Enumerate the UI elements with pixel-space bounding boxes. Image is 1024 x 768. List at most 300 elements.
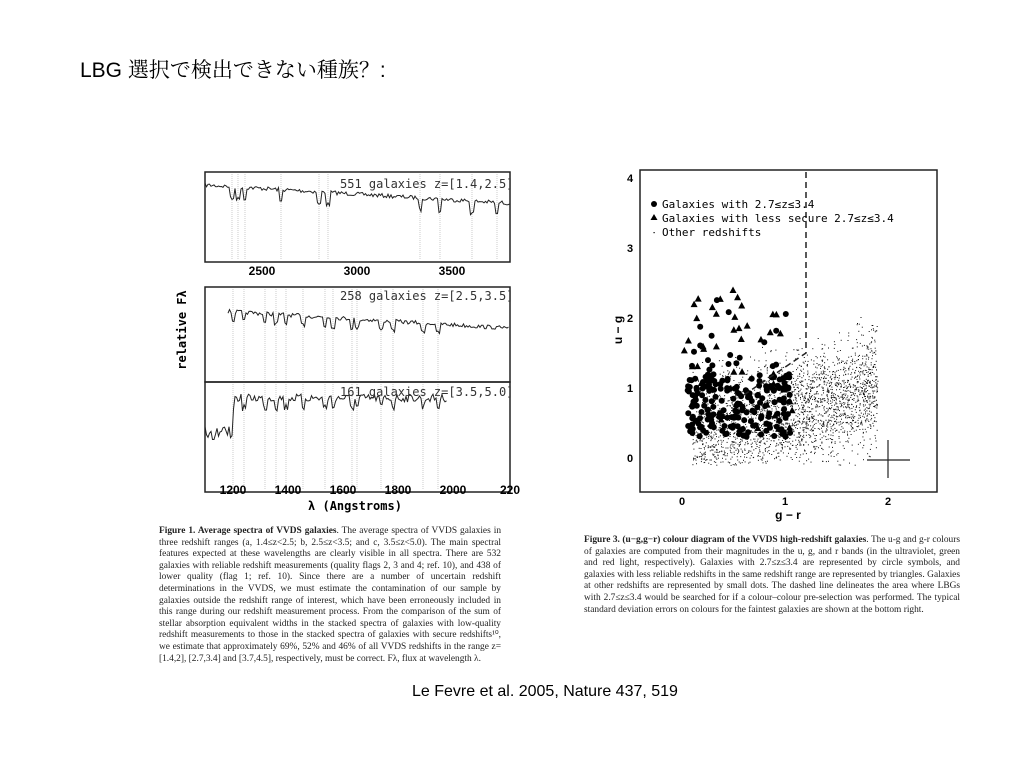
galaxy-triangle	[738, 302, 745, 309]
other-redshift-dot	[758, 460, 759, 461]
other-redshift-dot	[827, 359, 828, 360]
xtick-2: 2	[884, 496, 892, 508]
other-redshift-dot	[875, 350, 876, 351]
other-redshift-dot	[832, 399, 833, 400]
other-redshift-dot	[837, 395, 838, 396]
other-redshift-dot	[826, 378, 827, 379]
other-redshift-dot	[711, 460, 712, 461]
other-redshift-dot	[844, 403, 845, 404]
other-redshift-dot	[797, 387, 798, 388]
x-axis-label: g − r	[775, 508, 801, 522]
other-redshift-dot	[855, 389, 856, 390]
other-redshift-dot	[842, 432, 843, 433]
other-redshift-dot	[774, 420, 775, 421]
other-redshift-dot	[843, 428, 844, 429]
other-redshift-dot	[805, 361, 806, 362]
other-redshift-dot	[827, 398, 828, 399]
other-redshift-dot	[787, 381, 788, 382]
other-redshift-dot	[843, 410, 844, 411]
other-redshift-dot	[866, 379, 867, 380]
caption-title: Figure 1. Average spectra of VVDS galaxies	[159, 526, 337, 536]
other-redshift-dot	[752, 443, 753, 444]
other-redshift-dot	[704, 454, 705, 455]
caption-body: . The average spectra of VVDS galaxies in three redshift ranges (a, 1.4≤z<2.5; b, 2.5≤z<3.5; and c, 3.5≤z<5.0). The main spectral features expected at these wavelengths are clearly visible in all spectra. There are 532 galaxies with reliable redshift measurements (quality flags 2, 3 and 4; ref. 10), and 438 of lower quality (flag 1; ref. 10). Since there are a number of uncertain redshift determinations in the VVDS, we must estimate the contamination of our sample by galaxies outside the redshift range of interest, which have been erroneously included in this range during our redshift measurement process. From the comparison of the sum of stellar absorption equivalent widths in the stacked spectra of galaxies with low-quality redshift measurements to those in the stacked spectra of galaxies with secure redshifts¹⁰, we estimate that approximately 69%, 52% and 46% of all VVDS redshifts in the range z=[1.4,2], [2.7,3.4] and [3.7,4.5], respectively, must be correct. Fλ, flux at wavelength λ.	[159, 526, 502, 664]
other-redshift-dot	[867, 453, 868, 454]
other-redshift-dot	[734, 442, 735, 443]
other-redshift-dot	[830, 424, 831, 425]
other-redshift-dot	[824, 382, 825, 383]
other-redshift-dot	[732, 402, 733, 403]
galaxy-circle	[713, 394, 719, 400]
other-redshift-dot	[778, 456, 779, 457]
other-redshift-dot	[787, 446, 788, 447]
other-redshift-dot	[815, 401, 816, 402]
other-redshift-dot	[706, 442, 707, 443]
other-redshift-dot	[828, 420, 829, 421]
other-redshift-dot	[782, 440, 783, 441]
other-redshift-dot	[824, 384, 825, 385]
other-redshift-dot	[853, 384, 854, 385]
other-redshift-dot	[868, 398, 869, 399]
other-redshift-dot	[756, 436, 757, 437]
other-redshift-dot	[695, 458, 696, 459]
other-redshift-dot	[839, 398, 840, 399]
other-redshift-dot	[812, 427, 813, 428]
other-redshift-dot	[843, 445, 844, 446]
other-redshift-dot	[706, 437, 707, 438]
galaxy-triangle	[786, 424, 793, 431]
other-redshift-dot	[730, 432, 731, 433]
other-redshift-dot	[751, 432, 752, 433]
other-redshift-dot	[824, 368, 825, 369]
other-redshift-dot	[765, 401, 766, 402]
x-axis-label: λ (Angstroms)	[308, 499, 402, 513]
other-redshift-dot	[867, 347, 868, 348]
other-redshift-dot	[782, 444, 783, 445]
other-redshift-dot	[794, 425, 795, 426]
galaxy-circle	[773, 328, 779, 334]
tick-top-3500: 3500	[438, 264, 466, 278]
other-redshift-dot	[828, 401, 829, 402]
other-redshift-dot	[772, 411, 773, 412]
other-redshift-dot	[806, 388, 807, 389]
other-redshift-dot	[814, 441, 815, 442]
other-redshift-dot	[806, 425, 807, 426]
other-redshift-dot	[735, 394, 736, 395]
other-redshift-dot	[815, 452, 816, 453]
other-redshift-dot	[818, 421, 819, 422]
other-redshift-dot	[754, 390, 755, 391]
other-redshift-dot	[859, 372, 860, 373]
galaxy-circle	[757, 400, 763, 406]
other-redshift-dot	[841, 426, 842, 427]
other-redshift-dot	[835, 399, 836, 400]
other-redshift-dot	[803, 409, 804, 410]
other-redshift-dot	[731, 448, 732, 449]
galaxy-circle	[730, 396, 736, 402]
other-redshift-dot	[857, 454, 858, 455]
other-redshift-dot	[801, 389, 802, 390]
other-redshift-dot	[869, 411, 870, 412]
other-redshift-dot	[858, 444, 859, 445]
other-redshift-dot	[863, 433, 864, 434]
other-redshift-dot	[767, 451, 768, 452]
other-redshift-dot	[769, 446, 770, 447]
other-redshift-dot	[765, 449, 766, 450]
other-redshift-dot	[823, 371, 824, 372]
other-redshift-dot	[862, 356, 863, 357]
other-redshift-dot	[800, 382, 801, 383]
other-redshift-dot	[834, 421, 835, 422]
other-redshift-dot	[776, 408, 777, 409]
other-redshift-dot	[761, 459, 762, 460]
other-redshift-dot	[808, 444, 809, 445]
other-redshift-dot	[782, 445, 783, 446]
galaxy-triangle	[738, 336, 745, 343]
other-redshift-dot	[756, 444, 757, 445]
other-redshift-dot	[814, 397, 815, 398]
other-redshift-dot	[767, 441, 768, 442]
figure1-caption	[159, 526, 501, 665]
other-redshift-dot	[831, 395, 832, 396]
other-redshift-dot	[868, 396, 869, 397]
other-redshift-dot	[798, 396, 799, 397]
other-redshift-dot	[876, 379, 877, 380]
other-redshift-dot	[793, 378, 794, 379]
other-redshift-dot	[744, 449, 745, 450]
other-redshift-dot	[765, 448, 766, 449]
other-redshift-dot	[802, 409, 803, 410]
other-redshift-dot	[864, 345, 865, 346]
other-redshift-dot	[812, 377, 813, 378]
other-redshift-dot	[860, 343, 861, 344]
other-redshift-dot	[830, 385, 831, 386]
other-redshift-dot	[834, 365, 835, 366]
other-redshift-dot	[701, 459, 702, 460]
other-redshift-dot	[840, 421, 841, 422]
other-redshift-dot	[820, 439, 821, 440]
other-redshift-dot	[865, 398, 866, 399]
other-redshift-dot	[771, 440, 772, 441]
other-redshift-dot	[865, 409, 866, 410]
other-redshift-dot	[757, 456, 758, 457]
other-redshift-dot	[875, 382, 876, 383]
galaxy-circle	[739, 407, 745, 413]
other-redshift-dot	[862, 364, 863, 365]
other-redshift-dot	[822, 348, 823, 349]
other-redshift-dot	[864, 417, 865, 418]
other-redshift-dot	[804, 406, 805, 407]
other-redshift-dot	[876, 330, 877, 331]
other-redshift-dot	[855, 385, 856, 386]
other-redshift-dot	[767, 447, 768, 448]
other-redshift-dot	[848, 442, 849, 443]
other-redshift-dot	[793, 349, 794, 350]
other-redshift-dot	[846, 399, 847, 400]
other-redshift-dot	[876, 361, 877, 362]
other-redshift-dot	[870, 372, 871, 373]
other-redshift-dot	[803, 419, 804, 420]
other-redshift-dot	[842, 396, 843, 397]
galaxy-circle	[697, 433, 703, 439]
other-redshift-dot	[748, 443, 749, 444]
other-redshift-dot	[786, 427, 787, 428]
other-redshift-dot	[820, 356, 821, 357]
other-redshift-dot	[741, 439, 742, 440]
other-redshift-dot	[865, 364, 866, 365]
other-redshift-dot	[711, 439, 712, 440]
other-redshift-dot	[694, 442, 695, 443]
other-redshift-dot	[799, 432, 800, 433]
other-redshift-dot	[710, 450, 711, 451]
other-redshift-dot	[780, 460, 781, 461]
legend-circle-icon	[651, 201, 657, 207]
other-redshift-dot	[730, 459, 731, 460]
other-redshift-dot	[824, 345, 825, 346]
other-redshift-dot	[696, 435, 697, 436]
galaxy-circle	[724, 388, 730, 394]
other-redshift-dot	[822, 344, 823, 345]
other-redshift-dot	[732, 446, 733, 447]
other-redshift-dot	[798, 440, 799, 441]
other-redshift-dot	[778, 436, 779, 437]
other-redshift-dot	[697, 441, 698, 442]
other-redshift-dot	[788, 453, 789, 454]
other-redshift-dot	[835, 441, 836, 442]
other-redshift-dot	[797, 367, 798, 368]
other-redshift-dot	[815, 407, 816, 408]
other-redshift-dot	[831, 452, 832, 453]
other-redshift-dot	[773, 430, 774, 431]
other-redshift-dot	[701, 456, 702, 457]
other-redshift-dot	[828, 461, 829, 462]
other-redshift-dot	[858, 415, 859, 416]
other-redshift-dot	[822, 360, 823, 361]
other-redshift-dot	[804, 398, 805, 399]
other-redshift-dot	[706, 393, 707, 394]
other-redshift-dot	[705, 456, 706, 457]
other-redshift-dot	[815, 435, 816, 436]
other-redshift-dot	[792, 423, 793, 424]
other-redshift-dot	[838, 409, 839, 410]
other-redshift-dot	[847, 440, 848, 441]
other-redshift-dot	[845, 382, 846, 383]
other-redshift-dot	[822, 388, 823, 389]
other-redshift-dot	[828, 403, 829, 404]
other-redshift-dot	[798, 405, 799, 406]
other-redshift-dot	[704, 447, 705, 448]
other-redshift-dot	[820, 434, 821, 435]
other-redshift-dot	[746, 426, 747, 427]
other-redshift-dot	[827, 411, 828, 412]
other-redshift-dot	[708, 404, 709, 405]
other-redshift-dot	[851, 429, 852, 430]
other-redshift-dot	[803, 435, 804, 436]
other-redshift-dot	[809, 376, 810, 377]
other-redshift-dot	[719, 452, 720, 453]
other-redshift-dot	[859, 379, 860, 380]
other-redshift-dot	[702, 455, 703, 456]
other-redshift-dot	[754, 360, 755, 361]
other-redshift-dot	[795, 440, 796, 441]
other-redshift-dot	[818, 447, 819, 448]
other-redshift-dot	[863, 382, 864, 383]
other-redshift-dot	[806, 423, 807, 424]
other-redshift-dot	[818, 402, 819, 403]
other-redshift-dot	[816, 423, 817, 424]
other-redshift-dot	[770, 401, 771, 402]
other-redshift-dot	[739, 384, 740, 385]
other-redshift-dot	[760, 391, 761, 392]
other-redshift-dot	[811, 388, 812, 389]
other-redshift-dot	[789, 423, 790, 424]
other-redshift-dot	[844, 397, 845, 398]
other-redshift-dot	[798, 388, 799, 389]
other-redshift-dot	[804, 400, 805, 401]
citation: Le Fevre et al. 2005, Nature 437, 519	[412, 683, 678, 700]
other-redshift-dot	[828, 454, 829, 455]
other-redshift-dot	[862, 346, 863, 347]
other-redshift-dot	[818, 365, 819, 366]
galaxy-triangle	[736, 325, 743, 332]
other-redshift-dot	[806, 393, 807, 394]
other-redshift-dot	[821, 425, 822, 426]
other-redshift-dot	[865, 363, 866, 364]
other-redshift-dot	[724, 451, 725, 452]
other-redshift-dot	[833, 432, 834, 433]
other-redshift-dot	[863, 373, 864, 374]
galaxy-circle	[758, 415, 764, 421]
other-redshift-dot	[739, 462, 740, 463]
other-redshift-dot	[821, 448, 822, 449]
other-redshift-dot	[710, 436, 711, 437]
other-redshift-dot	[708, 463, 709, 464]
other-redshift-dot	[720, 374, 721, 375]
other-redshift-dot	[767, 409, 768, 410]
galaxy-circle	[685, 410, 691, 416]
other-redshift-dot	[730, 450, 731, 451]
other-redshift-dot	[873, 401, 874, 402]
other-redshift-dot	[814, 387, 815, 388]
other-redshift-dot	[860, 368, 861, 369]
other-redshift-dot	[709, 396, 710, 397]
other-redshift-dot	[819, 384, 820, 385]
other-redshift-dot	[760, 441, 761, 442]
other-redshift-dot	[765, 353, 766, 354]
tick-top-3000: 3000	[343, 264, 371, 278]
other-redshift-dot	[833, 362, 834, 363]
other-redshift-dot	[731, 421, 732, 422]
other-redshift-dot	[765, 461, 766, 462]
other-redshift-dot	[840, 401, 841, 402]
other-redshift-dot	[822, 437, 823, 438]
other-redshift-dot	[771, 398, 772, 399]
other-redshift-dot	[746, 405, 747, 406]
other-redshift-dot	[806, 435, 807, 436]
other-redshift-dot	[852, 392, 853, 393]
other-redshift-dot	[859, 324, 860, 325]
other-redshift-dot	[852, 377, 853, 378]
other-redshift-dot	[711, 433, 712, 434]
other-redshift-dot	[797, 403, 798, 404]
other-redshift-dot	[828, 409, 829, 410]
galaxy-circle	[772, 399, 778, 405]
other-redshift-dot	[812, 399, 813, 400]
other-redshift-dot	[830, 377, 831, 378]
other-redshift-dot	[737, 453, 738, 454]
other-redshift-dot	[745, 461, 746, 462]
other-redshift-dot	[775, 397, 776, 398]
other-redshift-dot	[867, 382, 868, 383]
other-redshift-dot	[797, 449, 798, 450]
other-redshift-dot	[862, 372, 863, 373]
other-redshift-dot	[840, 350, 841, 351]
other-redshift-dot	[811, 404, 812, 405]
other-redshift-dot	[792, 441, 793, 442]
other-redshift-dot	[876, 400, 877, 401]
other-redshift-dot	[752, 453, 753, 454]
other-redshift-dot	[868, 408, 869, 409]
other-redshift-dot	[797, 378, 798, 379]
other-redshift-dot	[803, 362, 804, 363]
other-redshift-dot	[844, 380, 845, 381]
other-redshift-dot	[713, 455, 714, 456]
other-redshift-dot	[854, 398, 855, 399]
other-redshift-dot	[870, 419, 871, 420]
other-redshift-dot	[793, 429, 794, 430]
other-redshift-dot	[794, 389, 795, 390]
other-redshift-dot	[864, 391, 865, 392]
other-redshift-dot	[848, 369, 849, 370]
other-redshift-dot	[712, 438, 713, 439]
other-redshift-dot	[828, 348, 829, 349]
other-redshift-dot	[727, 428, 728, 429]
other-redshift-dot	[703, 439, 704, 440]
other-redshift-dot	[847, 404, 848, 405]
other-redshift-dot	[733, 422, 734, 423]
other-redshift-dot	[864, 356, 865, 357]
other-redshift-dot	[778, 407, 779, 408]
other-redshift-dot	[822, 365, 823, 366]
other-redshift-dot	[877, 391, 878, 392]
other-redshift-dot	[841, 415, 842, 416]
other-redshift-dot	[696, 432, 697, 433]
other-redshift-dot	[823, 423, 824, 424]
other-redshift-dot	[838, 380, 839, 381]
other-redshift-dot	[759, 447, 760, 448]
other-redshift-dot	[729, 400, 730, 401]
other-redshift-dot	[836, 406, 837, 407]
other-redshift-dot	[791, 419, 792, 420]
other-redshift-dot	[755, 448, 756, 449]
other-redshift-dot	[785, 424, 786, 425]
other-redshift-dot	[839, 464, 840, 465]
other-redshift-dot	[759, 442, 760, 443]
other-redshift-dot	[794, 395, 795, 396]
other-redshift-dot	[843, 402, 844, 403]
other-redshift-dot	[813, 416, 814, 417]
other-redshift-dot	[873, 330, 874, 331]
other-redshift-dot	[730, 452, 731, 453]
galaxy-circle	[719, 398, 725, 404]
other-redshift-dot	[751, 446, 752, 447]
other-redshift-dot	[783, 452, 784, 453]
other-redshift-dot	[773, 451, 774, 452]
other-redshift-dot	[714, 393, 715, 394]
other-redshift-dot	[816, 374, 817, 375]
galaxy-circle	[706, 367, 712, 373]
figure1-spectra	[165, 165, 525, 513]
